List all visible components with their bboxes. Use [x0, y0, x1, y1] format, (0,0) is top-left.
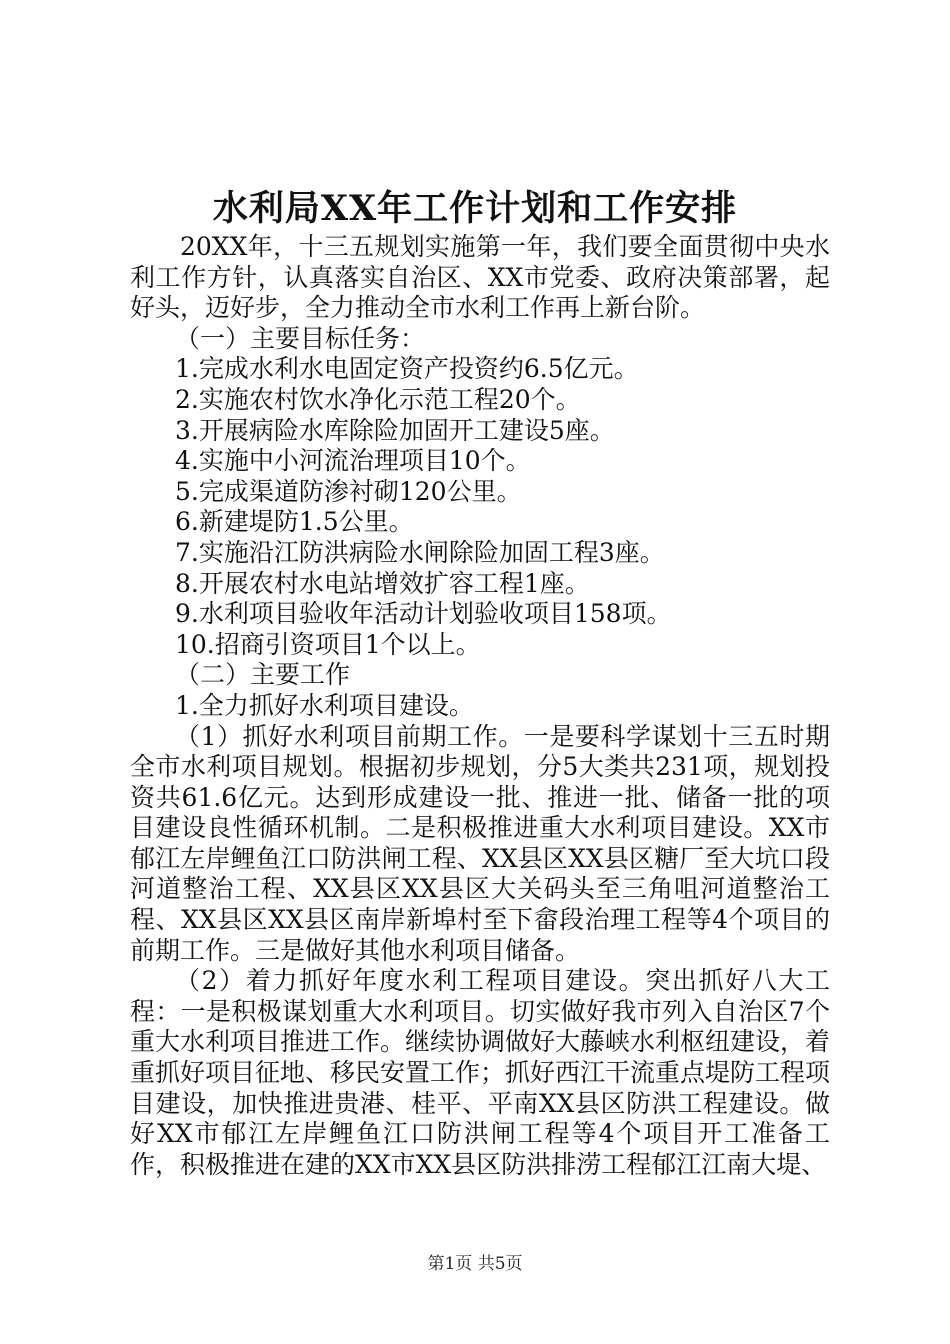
section-heading-main-work: （二）主要工作	[175, 660, 351, 690]
target-item: 10.招商引资项目1个以上。	[175, 629, 481, 659]
work-item-heading: 1.全力抓好水利项目建设。	[175, 690, 474, 720]
project-preparation-paragraph: （1）抓好水利项目前期工作。一是要科学谋划十三五时期全市水利项目规划。根据初步规划，分5大类共231项，规划投资共61.6亿元。达到形成建设一批、推进一批、储备一批的项目建设良性循环机制。二是积极推进重大水利项目建设。XX市郁江左岸鲤鱼江口防洪闸工程、XX县区XX县区糖厂至大坑口段河道整治工程、XX县区XX县区大关码头至三角咀河道整治工程、XX县区XX县区南岸新埠村至下畲段治理工程等4个项目的前期工作。三是做好其他水利项目储备。	[130, 721, 830, 965]
target-item: 1.完成水利水电固定资产投资约6.5亿元。	[175, 354, 639, 384]
target-item: 3.开展病险水库除险加固开工建设5座。	[175, 415, 615, 445]
intro-paragraph: 20XX年，十三五规划实施第一年，我们要全面贯彻中央水利工作方针，认真落实自治区、XX市党委、政府决策部署，起好头，迈好步，全力推动全市水利工作再上新台阶。	[130, 232, 830, 323]
target-item: 8.开展农村水电站增效扩容工程1座。	[175, 568, 590, 598]
target-item: 9.水利项目验收年活动计划验收项目158项。	[175, 599, 672, 629]
target-item: 6.新建堤防1.5公里。	[175, 507, 414, 537]
page-number-footer: 第1页 共5页	[427, 1254, 523, 1274]
section-heading-targets: （一）主要目标任务：	[175, 323, 426, 353]
targets-list	[130, 354, 830, 660]
annual-construction-paragraph: （2）着力抓好年度水利工程项目建设。突出抓好八大工程：一是积极谋划重大水利项目。切实做好我市列入自治区7个重大水利项目推进工作。继续协调做好大藤峡水利枢纽建设，着重抓好项目征地、移民安置工作；抓好西江干流重点堤防工程项目建设，加快推进贵港、桂平、平南XX县区防洪工程建设。做好XX市郁江左岸鲤鱼江口防洪闸工程等4个项目开工准备工作，积极推进在建的XX市XX县区防洪排涝工程郁江江南大堤、	[130, 966, 831, 1179]
target-item: 2.实施农村饮水净化示范工程20个。	[175, 384, 581, 414]
target-item: 7.实施沿江防洪病险水闸除险加固工程3座。	[175, 537, 665, 567]
document-body	[130, 232, 830, 1180]
target-item: 5.完成渠道防渗衬砌120公里。	[175, 476, 522, 506]
document-title: 水利局XX年工作计划和工作安排	[212, 188, 738, 229]
target-item: 4.实施中小河流治理项目10个。	[175, 446, 531, 476]
